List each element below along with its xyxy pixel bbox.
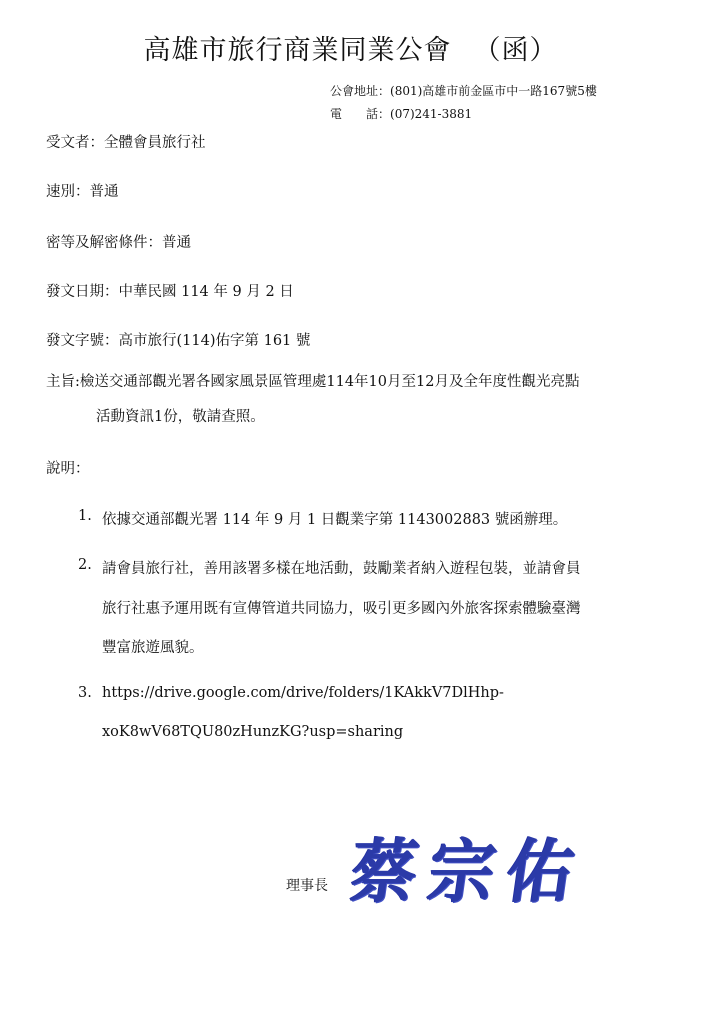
phone-value: (07)241-3881: [390, 107, 473, 121]
explanation-label: 說明：: [46, 461, 90, 477]
item-number: 1.: [78, 508, 92, 524]
phone-line: [330, 105, 472, 122]
date-field: 發文日期：中華民國 114 年 9 月 2 日: [46, 284, 294, 300]
phone-label: 電 話：: [330, 107, 391, 121]
item-2-line-1: 請會員旅行社，善用該署多樣在地活動，鼓勵業者納入遊程包裝，並請會員: [102, 561, 581, 577]
speed-field: 速別：普通: [46, 184, 119, 200]
subject-line-1: 主旨:檢送交通部觀光署各國家風景區管理處114年10月至12月及全年度性觀光亮點: [46, 374, 580, 390]
subject-line-2: 活動資訊1份，敬請查照。: [96, 409, 265, 425]
address-line: [330, 82, 597, 99]
chairman-signature: 蔡宗佑: [345, 830, 591, 913]
reference-number-field: 發文字號：高市旅行(114)佑字第 161 號: [46, 333, 311, 349]
item-number: 2.: [78, 557, 92, 573]
item-2-line-3: 豐富旅遊風貌。: [102, 640, 204, 656]
document-title: [0, 28, 701, 67]
address-value: (801)高雄市前金區市中一路167號5樓: [390, 84, 597, 98]
drive-link-line-2[interactable]: xoK8wV68TQU80zHunzKG?usp=sharing: [102, 724, 404, 740]
recipient-field: 受文者：全體會員旅行社: [46, 135, 206, 151]
title-suffix: （函）: [473, 35, 558, 66]
address-label: 公會地址：: [330, 84, 391, 98]
secrecy-field: 密等及解密條件：普通: [46, 235, 191, 251]
drive-link-line-1[interactable]: https://drive.google.com/drive/folders/1KAkkV7DlHhp-: [102, 685, 504, 701]
title-text: 高雄市旅行商業同業公會: [143, 35, 452, 66]
item-1-line-1: 依據交通部觀光署 114 年 9 月 1 日觀業字第 1143002883 號函辦理。: [102, 512, 568, 528]
chairman-label: 理事長: [286, 878, 328, 894]
item-2-line-2: 旅行社惠予運用既有宣傳管道共同協力，吸引更多國內外旅客探索體驗臺灣: [102, 601, 581, 617]
item-number: 3.: [78, 685, 92, 701]
